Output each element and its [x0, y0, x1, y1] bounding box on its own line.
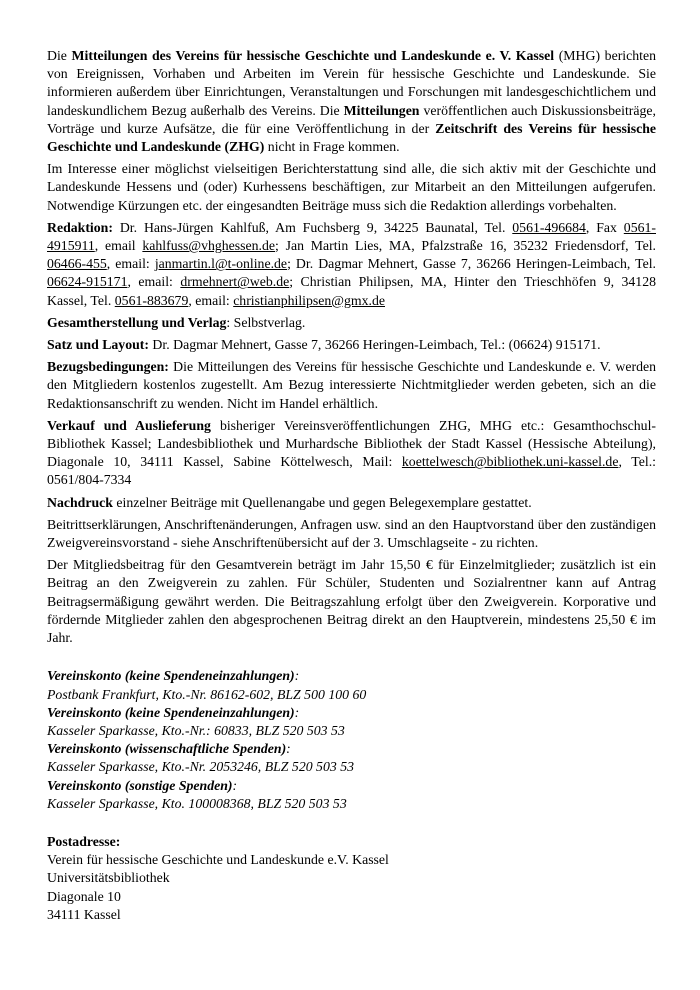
bank-accounts-block [47, 667, 656, 813]
email-link[interactable]: drmehnert@web.de [180, 274, 290, 290]
paragraph-layout [47, 336, 656, 354]
text-run: Vereinskonto (sonstige Spenden) [47, 777, 233, 793]
text-run: Dr. Hans-Jürgen Kahlfuß, Am Fuchsberg 9, 34225 Baunatal, Tel. [112, 219, 513, 235]
email-link[interactable]: koettelwesch@bibliothek.uni-kassel.de [401, 454, 619, 470]
text-run: Redaktion: [47, 219, 113, 235]
paragraph-production [47, 314, 656, 332]
phone-link[interactable]: 0561-883679 [114, 292, 189, 308]
text-run: , email: [188, 292, 234, 308]
account-value [47, 758, 656, 776]
text-run: , email: [127, 274, 181, 290]
email-link[interactable]: kahlfuss@vhghessen.de [142, 238, 276, 254]
text-run: Beitrittserklärungen, Anschriftenänderungen, Anfragen usw. sind an den Hauptvorstand über den zuständigen Zweigvereinsvorstand - siehe Anschriftenübersicht auf der 3. Umschlagseite - zu richten. [47, 516, 656, 551]
text-run: Im Interesse einer möglichst vielseitigen Berichterstattung sind alle, die sich aktiv mit der Geschichte und Landeskunde Hessens und (oder) Kurhessens beschäftigen, zur Mitarbeit an den Mitteilungen aufgerufen. Notwendige Kürzungen etc. der eingesandten Beiträge muss sich die Redaktion allerdings vorbehalten. [47, 161, 656, 213]
text-run: Satz und Layout: [47, 337, 149, 353]
text-run: Nachdruck [47, 494, 113, 510]
postal-address-block [47, 833, 656, 924]
text-run: Kasseler Sparkasse, Kto.-Nr.: 60833, BLZ 520 503 53 [47, 722, 345, 738]
text-run: Zeitschrift des Vereins für hessische Geschichte und Landeskunde (ZHG) [47, 120, 657, 155]
account-value [47, 722, 656, 740]
text-run: Dr. Dagmar Mehnert, Gasse 7, 36266 Heringen-Leimbach, Tel.: (06624) 915171. [148, 337, 601, 353]
phone-link[interactable]: 06624-915171 [47, 274, 128, 290]
text-run: Vereinskonto (wissenschaftliche Spenden) [47, 741, 287, 757]
text-run: : [294, 668, 300, 684]
text-run: , Fax [585, 219, 624, 235]
text-run: einzelner Beiträge mit Quellenangabe und gegen Belegexemplare gestattet. [112, 494, 532, 510]
text-run: Postbank Frankfurt, Kto.-Nr. 86162-602, BLZ 500 100 60 [47, 686, 367, 702]
text-run: Bezugsbedingungen: [47, 359, 169, 375]
account-label [47, 704, 656, 722]
text-run: , email: [106, 256, 155, 272]
account-label [47, 667, 656, 685]
text-run: Vereinskonto (keine Spendeneinzahlungen) [47, 704, 295, 720]
text-run: veröffentlichen auch Diskussionsbeiträge, Vorträge und kurze Aufsätze, die für eine Veröffentlichung in der [47, 102, 656, 136]
text-run: ; Dr. Dagmar Mehnert, Gasse 7, 36266 Heringen-Leimbach, Tel. [287, 256, 657, 272]
text-run: ; Christian Philipsen, MA, Hinter den Trieschhöfen 9, 34128 Kassel, Tel. [47, 274, 657, 308]
paragraph-sales [47, 417, 656, 490]
postal-line [47, 906, 656, 924]
postal-line [47, 869, 656, 887]
account-value [47, 795, 656, 813]
paragraph-fees [47, 556, 656, 647]
text-run: nicht in Frage kommen. [264, 139, 400, 155]
text-run: Kasseler Sparkasse, Kto.-Nr. 2053246, BLZ 520 503 53 [47, 759, 355, 775]
text-run: Die Mitteilungen des Vereins für hessische Geschichte und Landeskunde e. V. werden den Mitgliedern kostenlos zugestellt. Am Bezug interessierte Nichtmitglieder werden gebeten, sich an die Redaktionsanschrift zu wenden. Nicht im Handel erhältlich. [47, 359, 656, 411]
text-run: ; Jan Martin Lies, MA, Pfalzstraße 16, 35232 Friedensdorf, Tel. [275, 238, 656, 254]
email-link[interactable]: janmartin.l@t-online.de [154, 256, 288, 272]
text-run: : Selbstverlag. [226, 314, 306, 330]
paragraph-membership-contact [47, 516, 656, 552]
paragraph-redaktion [47, 219, 656, 310]
text-run: bisheriger Vereinsveröffentlichungen ZHG, MHG etc.: Gesamthochschul-Bibliothek Kassel; Landesbibliothek und Murhardsche Bibliothek der Stadt Kassel (Hessische Abteilung), Diagonale 10, 34111 Kassel, Sabine Köttelwesch, Mail: [47, 417, 656, 470]
text-run: , Tel.: 0561/804-7334 [47, 454, 656, 488]
account-label [47, 777, 656, 795]
phone-link[interactable]: 06466-455 [47, 256, 107, 272]
postal-line [47, 888, 656, 906]
text-run: Verein für hessische Geschichte und Landeskunde e.V. Kassel [47, 852, 389, 868]
text-run: Vereinskonto (keine Spendeneinzahlungen) [47, 668, 295, 684]
phone-link[interactable]: 0561-496684 [512, 219, 586, 235]
text-run: 34111 Kassel [47, 906, 121, 922]
postal-line [47, 851, 656, 869]
postal-heading [47, 833, 656, 851]
text-run: , email [94, 238, 143, 254]
text-run: Der Mitgliedsbeitrag für den Gesamtverein beträgt im Jahr 15,50 € für Einzelmitglieder; zusätzlich ist ein Beitrag an den Zweigverein zu zahlen. Für Schüler, Studenten und Sozialrentner kann auf Antrag Beitragsermäßigung gewährt werden. Die Beitragszahlung erfolgt über den Zweigverein. Korporative und fördernde Mitglieder zahlen den abgesprochenen Beitrag direkt an den Hauptverein, mindestens 25,50 € im Jahr. [47, 557, 656, 646]
paragraph-appeal [47, 160, 656, 215]
paragraph-terms [47, 358, 656, 413]
text-run: Postadresse: [47, 833, 121, 849]
text-run: Die [47, 48, 72, 63]
text-run: Mitteilungen [343, 102, 420, 118]
account-label [47, 740, 656, 758]
text-run: : [232, 777, 238, 793]
text-run: (MHG) berichten von Ereignissen, Vorhaben und Arbeiten im Verein für hessische Geschichte und Landeskunde. Sie informieren außerdem über Einrichtungen, Veranstaltungen und Forschungen mit landesgeschichtlichem und landeskundlichem Bezug außerhalb des Vereins. Die [47, 48, 656, 118]
text-run: : [294, 704, 300, 720]
account-value [47, 686, 656, 704]
email-link[interactable]: christianphilipsen@gmx.de [233, 292, 385, 308]
text-run: Verkauf und Auslieferung [47, 417, 211, 433]
paragraph-intro [47, 47, 656, 156]
fax-link[interactable]: 0561-4915911 [47, 219, 656, 254]
paragraph-reprint [47, 494, 656, 512]
text-run: : [286, 741, 291, 757]
text-run: Mitteilungen des Vereins für hessische Geschichte und Landeskunde e. V. Kassel [71, 48, 555, 63]
text-run: Gesamtherstellung und Verlag [47, 314, 227, 330]
text-run: Universitätsbibliothek [47, 870, 170, 886]
text-run: Diagonale 10 [47, 888, 121, 904]
text-run: Kasseler Sparkasse, Kto. 100008368, BLZ 520 503 53 [47, 795, 347, 811]
